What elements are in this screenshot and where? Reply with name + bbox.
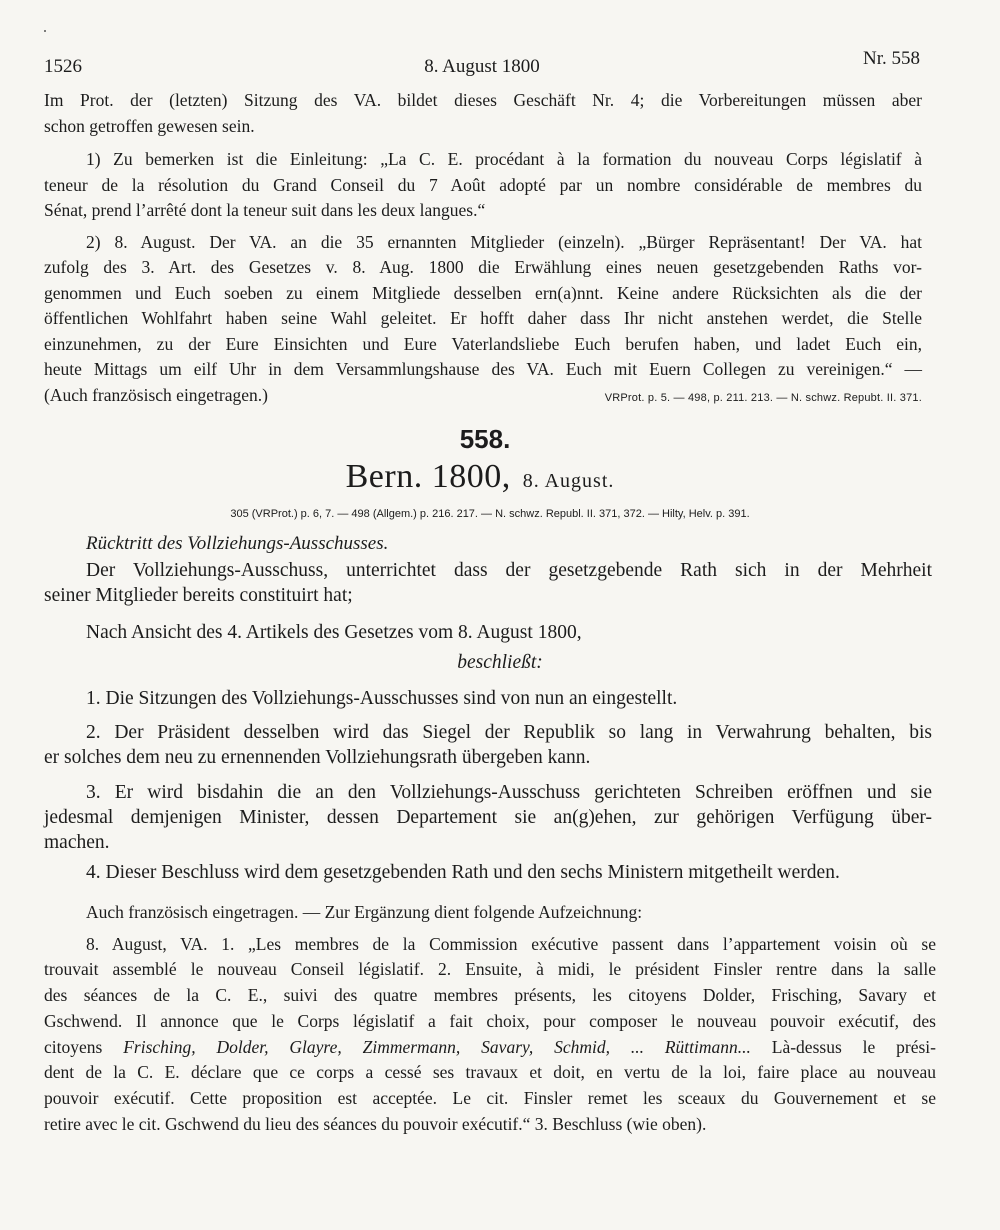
heading-date: 8. August. [522, 470, 615, 492]
text-line: 2) 8. August. Der VA. an die 35 ernannten Mitglieder (einzeln). „Bürger Repräsentant! Der VA. hat [86, 231, 922, 252]
text-line: (Auch französisch eingetragen.) [44, 384, 268, 405]
text-line: einzunehmen, zu der Eure Einsichten und Eure Vaterlandsliebe Euch berufen haben, und ladet Euch ein, [44, 333, 922, 354]
text-line: Im Prot. der (letzten) Sitzung des VA. bildet dieses Geschäft Nr. 4; die Vorbereitungen müssen aber [44, 90, 922, 110]
intro-paragraph-2: Nach Ansicht des 4. Artikels des Gesetzes vom 8. August 1800, [86, 622, 582, 643]
text-line: teneur de la résolution du Grand Conseil du 7 Août adopté par un nombre considérable de membres du [44, 174, 922, 195]
article-4: 4. Dieser Beschluss wird dem gesetzgebenden Rath und den sechs Ministern mitgetheilt werden. [86, 862, 840, 883]
supplementary-note [44, 900, 936, 1137]
text-line: retire avec le cit. Gschwend du lieu des séances du pouvoir exécutif.“ 3. Beschluss (wie oben). [44, 1113, 707, 1134]
text-line: des séances de la C. E., suivi des quatre membres présents, les citoyens Dolder, Frisching, Savary et [44, 985, 936, 1006]
text-line: Gschwend. Il annonce que le Corps législatif a fait choix, pour composer le nouveau pouvoir exécutif, des [44, 1010, 936, 1031]
article-3 [44, 780, 932, 855]
place-date-heading [0, 458, 960, 496]
place-year: Bern. 1800, [345, 458, 511, 495]
text-line: öffentlichen Wohlfahrt haben seine Wahl geleitet. Er hofft daher dass Ihr nicht anstehen werdet, die Stelle [44, 308, 922, 328]
document-title: Rücktritt des Vollziehungs-Ausschusses. [86, 533, 389, 554]
text-line: 2. Der Präsident desselben wird das Siegel der Republik so lang in Verwahrung behalten, bis [86, 722, 932, 743]
page-number: 1526 [44, 56, 82, 77]
running-header [44, 48, 920, 86]
text-line: trouvait assemblé le nouveau Conseil législatif. 2. Ensuite, à midi, le président Finsler rentre dans la salle [44, 959, 936, 980]
text-line: schon getroffen gewesen sein. [44, 115, 255, 136]
text-fragment: citoyens [44, 1036, 124, 1057]
supplement-paragraph [44, 932, 936, 1138]
text-line: genommen und Euch soeben zu einem Mitgliede desselben ern(a)nnt. Keine andere Rücksichten als die der [44, 282, 922, 303]
article-2 [44, 720, 932, 770]
text-line-names [44, 1035, 936, 1061]
header-doc-number: Nr. 558 [863, 48, 920, 69]
footnote-source: VRProt. p. 5. — 498, p. 211. 213. — N. schwz. Repubt. II. 371. [604, 391, 922, 404]
text-line: Sénat, prend l’arrêté dont la teneur suit dans les deux langues.“ [44, 200, 486, 220]
previous-document-continuation [44, 88, 922, 411]
archival-sources: 305 (VRProt.) p. 6, 7. — 498 (Allgem.) p. 216. 217. — N. schwz. Republ. II. 371, 372. — Hilty, Helv. p. 391. [230, 508, 750, 520]
text-line: zufolg des 3. Art. des Gesetzes v. 8. Aug. 1800 die Erwählung eines neuen gesetzgebenden Raths vor- [44, 257, 922, 277]
text-line: 8. August, VA. 1. „Les membres de la Commission exécutive passent dans l’appartement voisin où se [86, 933, 936, 954]
text-line: 3. Er wird bisdahin die an den Vollziehungs-Ausschuss gerichteten Schreiben eröffnen und sie [86, 782, 932, 803]
header-date: 8. August 1800 [424, 56, 540, 77]
footnote-2 [44, 230, 922, 412]
text-line: Der Vollziehungs-Ausschuss, unterrichtet dass der gesetzgebende Rath sich in der Mehrheit [86, 560, 932, 581]
footnote-2-last-line [44, 383, 922, 412]
text-line: machen. [44, 832, 110, 853]
names-italic: Frisching, Dolder, Glayre, Zimmermann, Savary, Schmid, ... Rüttimann... [123, 1036, 751, 1057]
text-line: dent de la C. E. déclare que ce corps a cessé ses travaux et doit, en vertu de la loi, faire place au nouveau [44, 1062, 936, 1083]
text-line: 1) Zu bemerken ist die Einleitung: „La C. E. procédant à la formation du nouveau Corps législatif à [86, 149, 922, 169]
footnote-1 [44, 147, 922, 224]
text-line: pouvoir exécutif. Cette proposition est acceptée. Le cit. Finsler remet les sceaux du Gouvernement et se [44, 1087, 936, 1108]
intro-paragraph [44, 558, 932, 608]
text-line: Auch französisch eingetragen. — Zur Ergänzung dient folgende Aufzeichnung: [86, 902, 643, 922]
text-fragment: Là-dessus le prési- [750, 1036, 936, 1057]
resolution-verb: beschließt: [457, 652, 543, 673]
text-line: seiner Mitglieder bereits constituirt hat; [44, 585, 353, 606]
text-line: er solches dem neu zu ernennenden Vollziehungsrath übergeben kann. [44, 747, 591, 768]
text-line: heute Mittags um eilf Uhr in dem Versammlungshause des VA. Euch mit Euern Collegen zu vereinigen.“ — [44, 359, 922, 379]
text-line: jedesmal demjenigen Minister, dessen Departement sie an(g)ehen, zur gehörigen Verfügung über- [44, 807, 932, 828]
article-1: 1. Die Sitzungen des Vollziehungs-Ausschusses sind von nun an eingestellt. [86, 688, 678, 709]
document-number: 558. [459, 424, 511, 454]
scan-speck [44, 30, 46, 32]
